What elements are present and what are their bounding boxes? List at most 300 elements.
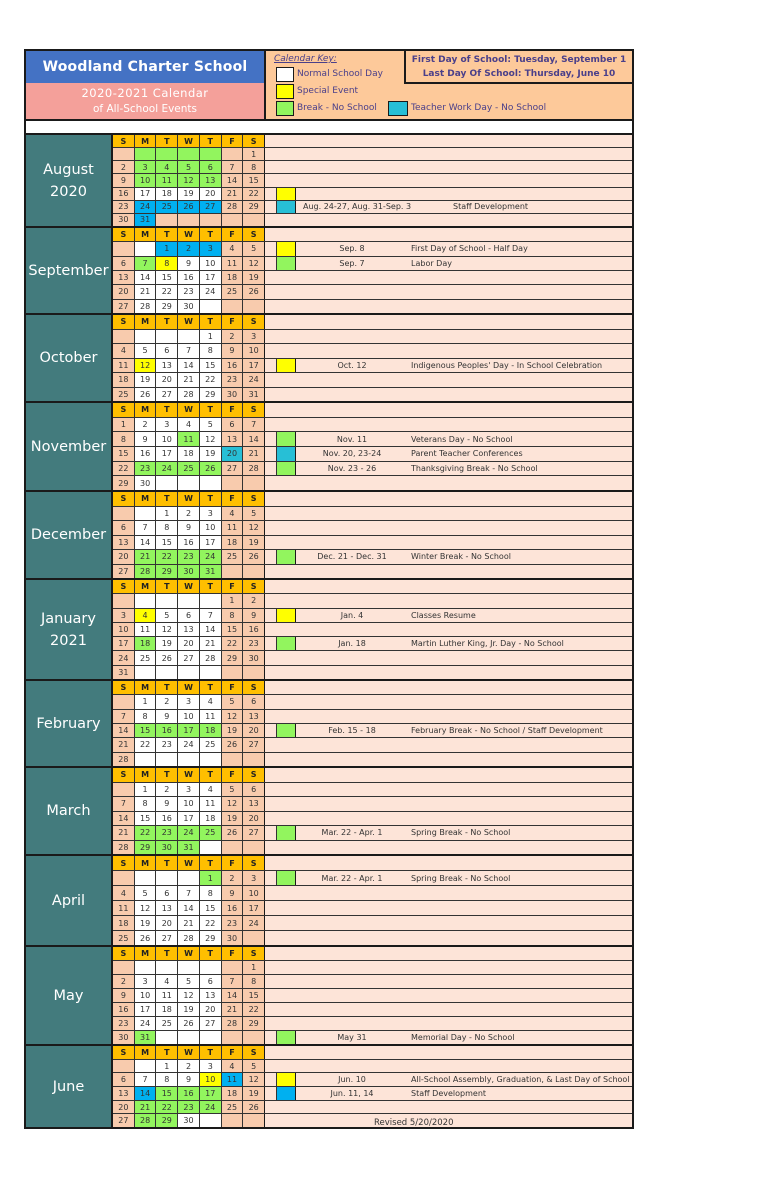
day-cell: 16 <box>113 1003 134 1016</box>
event-cell-empty <box>265 148 632 160</box>
week-row <box>113 446 632 461</box>
first-day-text: First Day of School: Tuesday, September 1 <box>411 55 627 65</box>
day-cell: 1 <box>134 695 156 708</box>
day-cell <box>155 594 177 607</box>
white-swatch-icon <box>276 67 294 82</box>
weekday-header: F <box>221 1046 243 1059</box>
day-cell <box>199 1031 221 1044</box>
event-color-swatch-icon <box>277 637 296 650</box>
weekday-header: M <box>134 580 156 593</box>
month-rows <box>113 228 632 313</box>
month-rows <box>113 403 632 490</box>
day-cell: 18 <box>113 373 134 387</box>
day-cell: 4 <box>134 609 156 622</box>
day-cell: 27 <box>113 565 134 579</box>
day-cell <box>221 753 243 766</box>
week-row <box>113 974 632 988</box>
event-row <box>265 432 632 446</box>
weekday-header: W <box>177 492 199 506</box>
day-cell: 16 <box>177 1087 199 1100</box>
weekday-header: S <box>242 228 264 241</box>
day-cell <box>134 666 156 679</box>
day-cell: 9 <box>221 886 243 900</box>
event-description: Spring Break - No School <box>411 873 511 883</box>
week-row <box>113 1002 632 1016</box>
day-cell: 17 <box>199 1087 221 1100</box>
day-cell: 4 <box>221 507 243 521</box>
event-date: Sep. 8 <box>339 244 365 254</box>
yellow-swatch-icon <box>276 84 294 99</box>
day-cell: 5 <box>242 242 264 255</box>
day-cell: 6 <box>113 521 134 535</box>
weekday-header: T <box>199 403 221 417</box>
day-cell: 2 <box>221 871 243 885</box>
event-description: Labor Day <box>411 258 452 268</box>
week-row <box>113 723 632 737</box>
day-cell: 3 <box>199 507 221 521</box>
day-cell: 14 <box>242 432 264 446</box>
event-cell-empty <box>265 300 632 313</box>
week-row <box>113 431 632 446</box>
event-cell-empty <box>265 135 632 147</box>
event-cell-empty <box>265 989 632 1002</box>
event-cell-empty <box>265 373 632 387</box>
week-row <box>113 988 632 1002</box>
calendar-key <box>266 51 632 119</box>
day-cell: 25 <box>221 1101 243 1114</box>
day-cell: 9 <box>113 989 134 1002</box>
day-cell: 13 <box>155 901 177 915</box>
event-cell-empty <box>265 901 632 915</box>
week-row <box>113 915 632 930</box>
week-row <box>113 1113 632 1127</box>
day-cell <box>134 330 156 344</box>
weekday-header: S <box>242 1046 264 1059</box>
day-cell: 25 <box>199 738 221 751</box>
weekday-header-row <box>113 768 632 782</box>
event-row <box>265 871 632 885</box>
day-cell <box>155 476 177 490</box>
day-cell: 21 <box>177 373 199 387</box>
day-cell: 8 <box>155 257 177 270</box>
week-row <box>113 825 632 840</box>
week-row <box>113 475 632 490</box>
weekday-header: T <box>199 1046 221 1059</box>
event-row <box>265 550 632 564</box>
weekday-header: M <box>134 856 156 870</box>
day-cell: 27 <box>242 826 264 840</box>
day-cell: 10 <box>113 623 134 636</box>
month-may <box>26 947 632 1046</box>
month-label <box>26 403 113 490</box>
day-cell <box>242 214 264 226</box>
day-cell: 14 <box>113 812 134 826</box>
week-row <box>113 329 632 344</box>
day-cell: 6 <box>242 695 264 708</box>
week-row <box>113 1072 632 1086</box>
weekday-header: M <box>134 681 156 694</box>
week-row <box>113 960 632 974</box>
key-item-normal <box>276 66 383 82</box>
week-row <box>113 1030 632 1044</box>
month-label <box>26 315 113 401</box>
day-cell <box>221 300 243 313</box>
day-cell: 2 <box>177 242 199 255</box>
day-cell: 6 <box>199 161 221 173</box>
day-cell: 16 <box>113 188 134 200</box>
event-color-swatch-icon <box>277 1031 296 1044</box>
week-row <box>113 358 632 373</box>
week-row <box>113 752 632 766</box>
day-cell: 8 <box>134 710 156 723</box>
day-cell <box>177 871 199 885</box>
weekday-header-row <box>113 492 632 506</box>
day-cell: 1 <box>155 507 177 521</box>
event-cell-empty <box>265 565 632 579</box>
day-cell: 15 <box>155 271 177 284</box>
day-cell <box>134 961 156 974</box>
week-row <box>113 213 632 226</box>
day-cell: 20 <box>242 812 264 826</box>
month-name: March <box>46 803 91 819</box>
day-cell: 14 <box>221 174 243 186</box>
day-cell: 10 <box>155 432 177 446</box>
event-cell-empty <box>265 841 632 855</box>
event-cell-empty <box>265 285 632 298</box>
day-cell: 8 <box>199 344 221 358</box>
month-january <box>26 580 632 681</box>
event-pad <box>265 724 277 737</box>
day-cell: 9 <box>242 609 264 622</box>
title-block <box>26 51 266 119</box>
day-cell: 16 <box>134 447 156 461</box>
calendar-subtitle: of All-School Events <box>92 103 197 115</box>
weekday-header-row <box>113 947 632 960</box>
event-cell-empty <box>265 797 632 811</box>
day-cell: 18 <box>177 447 199 461</box>
event-cell-empty <box>265 580 632 593</box>
day-cell: 15 <box>155 536 177 550</box>
weekday-header: S <box>113 947 134 960</box>
calendar-header <box>26 51 632 121</box>
key-label: Teacher Work Day - No School <box>411 103 547 113</box>
day-cell <box>113 783 134 797</box>
event-date: Mar. 22 - Apr. 1 <box>321 873 383 883</box>
week-row <box>113 650 632 664</box>
day-cell: 22 <box>134 826 156 840</box>
calendar-sheet <box>24 49 634 1129</box>
week-row <box>113 299 632 313</box>
event-date: Nov. 11 <box>336 434 368 444</box>
day-cell: 17 <box>155 447 177 461</box>
day-cell <box>155 961 177 974</box>
day-cell: 12 <box>134 901 156 915</box>
event-color-swatch-icon <box>277 871 296 885</box>
event-pad <box>265 871 277 885</box>
event-pad <box>265 550 277 564</box>
day-cell: 10 <box>199 257 221 270</box>
event-cell-empty <box>265 174 632 186</box>
day-cell: 2 <box>134 418 156 432</box>
event-color-swatch-icon <box>277 201 296 213</box>
day-cell: 30 <box>221 388 243 402</box>
day-cell: 22 <box>134 738 156 751</box>
weekday-header: S <box>242 580 264 593</box>
event-cell-empty <box>265 476 632 490</box>
day-cell: 22 <box>199 373 221 387</box>
month-rows <box>113 580 632 679</box>
day-cell: 3 <box>177 783 199 797</box>
day-cell: 9 <box>177 257 199 270</box>
day-cell: 6 <box>155 886 177 900</box>
month-name: September <box>28 262 109 279</box>
event-description: All-School Assembly, Graduation, & Last Day of School <box>411 1075 630 1085</box>
day-cell: 17 <box>199 271 221 284</box>
event-color-swatch-icon <box>277 257 296 270</box>
weekday-header: S <box>113 580 134 593</box>
month-label <box>26 768 113 854</box>
day-cell: 19 <box>134 373 156 387</box>
weekday-header: M <box>134 1046 156 1059</box>
day-cell: 9 <box>221 344 243 358</box>
weekday-header: F <box>221 315 243 329</box>
event-color-swatch-icon <box>277 462 296 476</box>
month-label <box>26 228 113 313</box>
day-cell: 19 <box>221 724 243 737</box>
weekday-header: F <box>221 947 243 960</box>
day-cell <box>134 871 156 885</box>
day-cell: 6 <box>242 783 264 797</box>
day-cell: 1 <box>242 961 264 974</box>
day-cell: 8 <box>242 161 264 173</box>
day-cell: 15 <box>155 1087 177 1100</box>
day-cell: 25 <box>113 931 134 945</box>
day-cell: 2 <box>177 507 199 521</box>
weekday-header-row <box>113 403 632 417</box>
day-cell: 25 <box>155 201 177 213</box>
day-cell: 11 <box>155 989 177 1002</box>
event-description: Martin Luther King, Jr. Day - No School <box>411 639 564 649</box>
day-cell: 27 <box>113 1114 134 1127</box>
day-cell: 10 <box>134 174 156 186</box>
event-cell-empty <box>265 1003 632 1016</box>
event-date: Feb. 15 - 18 <box>328 726 376 736</box>
day-cell: 9 <box>155 710 177 723</box>
day-cell: 24 <box>113 651 134 664</box>
day-cell: 30 <box>113 1031 134 1044</box>
day-cell: 12 <box>177 174 199 186</box>
day-cell: 12 <box>242 521 264 535</box>
day-cell: 12 <box>177 989 199 1002</box>
event-color-swatch-icon <box>277 1087 296 1100</box>
day-cell: 4 <box>221 242 243 255</box>
event-date: Jun. 10 <box>338 1075 366 1085</box>
day-cell: 10 <box>199 1073 221 1086</box>
day-cell: 20 <box>242 724 264 737</box>
weekday-header: W <box>177 947 199 960</box>
day-cell: 27 <box>113 300 134 313</box>
week-row <box>113 1016 632 1030</box>
day-cell: 13 <box>242 710 264 723</box>
day-cell <box>155 871 177 885</box>
month-label <box>26 580 113 679</box>
event-color-swatch-icon <box>277 359 296 373</box>
month-rows <box>113 1046 632 1127</box>
day-cell: 21 <box>177 916 199 930</box>
day-cell: 13 <box>221 432 243 446</box>
event-pad <box>265 637 277 650</box>
day-cell: 11 <box>134 623 156 636</box>
weekday-header: T <box>199 947 221 960</box>
weekday-header: W <box>177 856 199 870</box>
week-row <box>113 593 632 607</box>
day-cell: 22 <box>242 188 264 200</box>
month-december <box>26 492 632 580</box>
weekday-header: W <box>177 1046 199 1059</box>
day-cell: 5 <box>177 161 199 173</box>
day-cell: 29 <box>199 931 221 945</box>
event-description: Spring Break - No School <box>411 828 511 838</box>
day-cell: 23 <box>155 738 177 751</box>
weekday-header: M <box>134 315 156 329</box>
day-cell: 27 <box>177 651 199 664</box>
weekday-header: S <box>242 403 264 417</box>
day-cell: 7 <box>134 521 156 535</box>
day-cell: 28 <box>177 931 199 945</box>
day-cell: 11 <box>221 257 243 270</box>
event-cell-empty <box>265 388 632 402</box>
weekday-header: T <box>155 492 177 506</box>
weekday-header: S <box>113 856 134 870</box>
event-date: Oct. 12 <box>337 360 367 370</box>
day-cell: 5 <box>221 695 243 708</box>
day-cell: 10 <box>134 989 156 1002</box>
week-row <box>113 840 632 855</box>
day-cell: 18 <box>221 1087 243 1100</box>
day-cell: 14 <box>134 536 156 550</box>
day-cell: 20 <box>199 1003 221 1016</box>
month-november <box>26 403 632 492</box>
event-pad <box>265 201 277 213</box>
day-cell <box>221 148 243 160</box>
day-cell: 22 <box>221 637 243 650</box>
day-cell: 28 <box>134 1114 156 1127</box>
day-cell: 7 <box>221 975 243 988</box>
day-cell: 16 <box>221 901 243 915</box>
day-cell: 30 <box>177 300 199 313</box>
day-cell: 5 <box>199 418 221 432</box>
weekday-header: T <box>155 403 177 417</box>
event-cell-empty <box>265 666 632 679</box>
day-cell <box>134 507 156 521</box>
weekday-header: T <box>155 856 177 870</box>
key-item-special <box>276 83 358 99</box>
event-cell-empty <box>265 931 632 945</box>
day-cell <box>177 330 199 344</box>
month-year: 2020 <box>50 183 87 200</box>
day-cell: 1 <box>199 871 221 885</box>
week-row <box>113 709 632 723</box>
week-row <box>113 343 632 358</box>
day-cell: 25 <box>221 285 243 298</box>
day-cell: 26 <box>199 462 221 476</box>
weekday-header: S <box>113 403 134 417</box>
day-cell: 23 <box>177 285 199 298</box>
day-cell: 24 <box>134 201 156 213</box>
day-cell: 15 <box>134 724 156 737</box>
day-cell <box>221 1114 243 1127</box>
day-cell: 24 <box>177 826 199 840</box>
day-cell <box>155 148 177 160</box>
week-row <box>113 930 632 945</box>
week-row <box>113 870 632 885</box>
event-row <box>265 1031 632 1044</box>
day-cell: 7 <box>242 418 264 432</box>
event-description: Memorial Day - No School <box>411 1033 515 1042</box>
day-cell <box>242 753 264 766</box>
event-cell-empty <box>265 738 632 751</box>
event-pad <box>265 826 277 840</box>
months-container <box>26 135 632 1127</box>
day-cell: 23 <box>177 550 199 564</box>
key-label: Normal School Day <box>297 69 383 79</box>
weekday-header: T <box>155 1046 177 1059</box>
weekday-header: S <box>242 315 264 329</box>
key-item-break <box>276 100 377 116</box>
day-cell <box>221 1031 243 1044</box>
day-cell: 10 <box>177 797 199 811</box>
day-cell: 14 <box>177 359 199 373</box>
day-cell: 24 <box>177 738 199 751</box>
day-cell: 4 <box>155 975 177 988</box>
day-cell <box>113 148 134 160</box>
event-description: Parent Teacher Conferences <box>411 449 523 459</box>
day-cell: 15 <box>242 174 264 186</box>
day-cell: 23 <box>221 373 243 387</box>
month-label <box>26 135 113 226</box>
day-cell: 19 <box>221 812 243 826</box>
week-row <box>113 173 632 186</box>
month-name: August <box>43 161 94 178</box>
weekday-header: F <box>221 492 243 506</box>
day-cell <box>113 330 134 344</box>
weekday-header: T <box>155 768 177 782</box>
day-cell: 28 <box>113 841 134 855</box>
day-cell: 20 <box>221 447 243 461</box>
day-cell: 22 <box>113 462 134 476</box>
event-description: Thanksgiving Break - No School <box>411 464 538 474</box>
weekday-header: T <box>199 228 221 241</box>
day-cell: 29 <box>134 841 156 855</box>
day-cell: 20 <box>113 285 134 298</box>
day-cell: 29 <box>242 1017 264 1030</box>
week-row <box>113 535 632 550</box>
day-cell <box>113 242 134 255</box>
day-cell: 2 <box>155 783 177 797</box>
weekday-header: F <box>221 856 243 870</box>
day-cell: 22 <box>155 550 177 564</box>
week-row <box>113 636 632 650</box>
day-cell: 7 <box>113 710 134 723</box>
event-description: Veterans Day - No School <box>411 434 513 444</box>
event-description: Classes Resume <box>411 610 476 620</box>
day-cell: 5 <box>177 975 199 988</box>
day-cell: 16 <box>221 359 243 373</box>
day-cell: 27 <box>199 201 221 213</box>
event-date: Jan. 18 <box>338 639 366 649</box>
event-date: Aug. 24-27, Aug. 31-Sep. 3 <box>303 202 412 212</box>
week-row <box>113 549 632 564</box>
